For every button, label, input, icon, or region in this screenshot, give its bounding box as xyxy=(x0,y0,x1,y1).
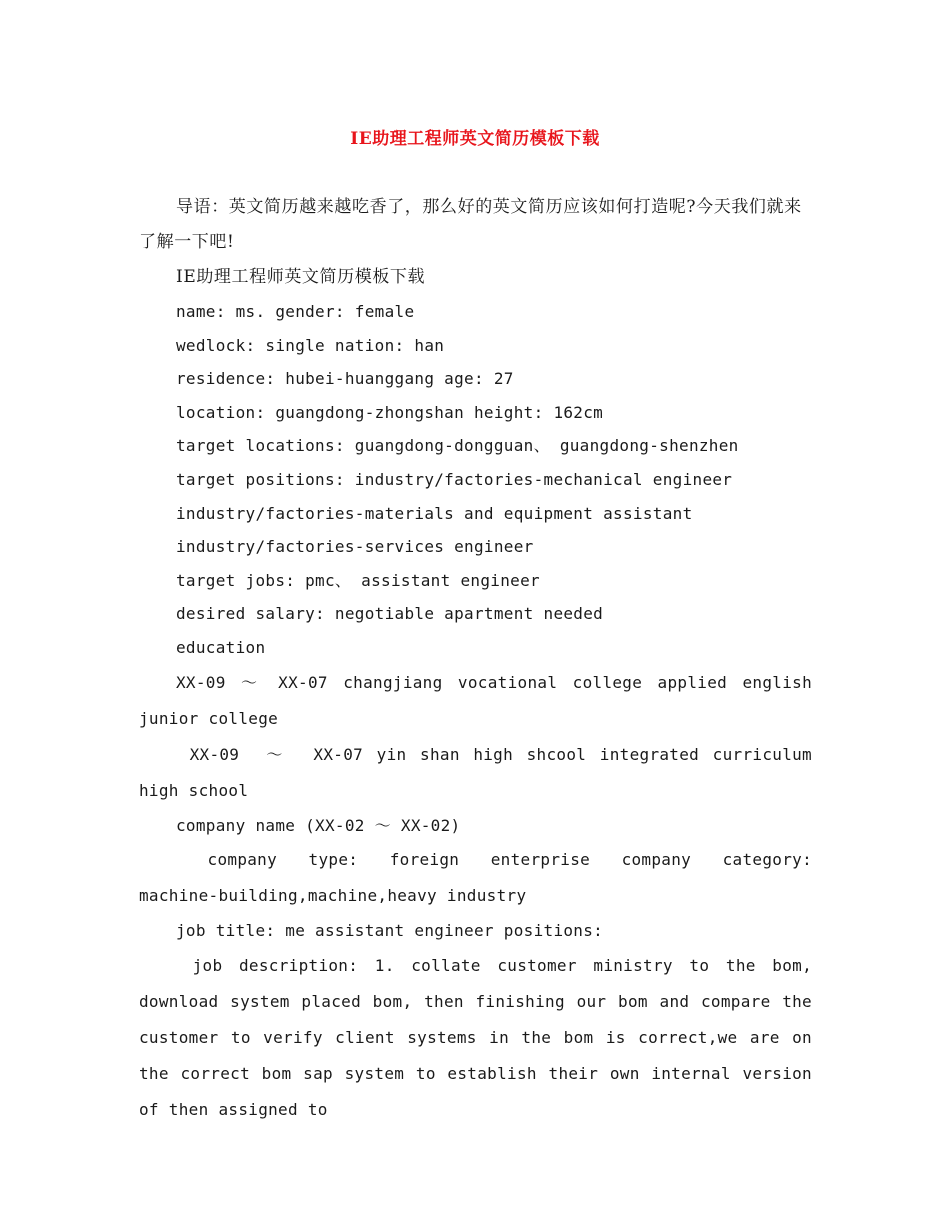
resume-line-materials: industry/factories-materials and equipment assistant xyxy=(176,503,693,523)
job-description-paragraph: job description: 1. collate customer ministry to the bom, download system placed bom, then finishing our bom and compare the customer to verify client systems in the bom is correct,we are on the correct bom sap system to establish their own internal version of then assigned to xyxy=(139,955,822,1119)
document-body xyxy=(139,190,832,1128)
resume-line-name: name: ms. gender: female xyxy=(176,302,415,321)
job-title-line: job title: me assistant engineer positions: xyxy=(176,921,604,941)
resume-line-services: industry/factories-services engineer xyxy=(176,537,534,557)
education-entry-highschool: XX-09 ～ XX-07 yin shan high shcool integrated curriculum high school xyxy=(139,744,822,800)
resume-line-location: location: guangdong-zhongshan height: 162cm xyxy=(176,402,604,422)
resume-line-target-jobs: target jobs: pmc、 assistant engineer xyxy=(176,570,540,590)
education-entry-college: XX-09 ～ XX-07 changjiang vocational college applied english junior college xyxy=(139,672,822,728)
section-heading: IE助理工程师英文简历模板下载 xyxy=(176,267,426,287)
resume-line-residence: residence: hubei-huanggang age: 27 xyxy=(176,369,514,389)
document-title: IE助理工程师英文简历模板下载 xyxy=(350,129,600,149)
resume-line-wedlock: wedlock: single nation: han xyxy=(176,335,445,355)
intro-paragraph: 导语：英文简历越来越吃香了，那么好的英文简历应该如何打造呢?今天我们就来了解一下吧! xyxy=(139,197,802,252)
resume-line-target-positions: target positions: industry/factories-mechanical engineer xyxy=(176,469,733,489)
resume-line-target-locations: target locations: guangdong-dongguan、 guangdong-shenzhen xyxy=(176,436,739,456)
resume-line-education: education xyxy=(176,637,266,657)
company-name-line: company name (XX-02 ～ XX-02) xyxy=(176,815,461,835)
company-type-line: company type: foreign enterprise company category: machine-building,machine,heavy industry xyxy=(139,850,832,906)
resume-line-salary: desired salary: negotiable apartment needed xyxy=(176,604,604,624)
